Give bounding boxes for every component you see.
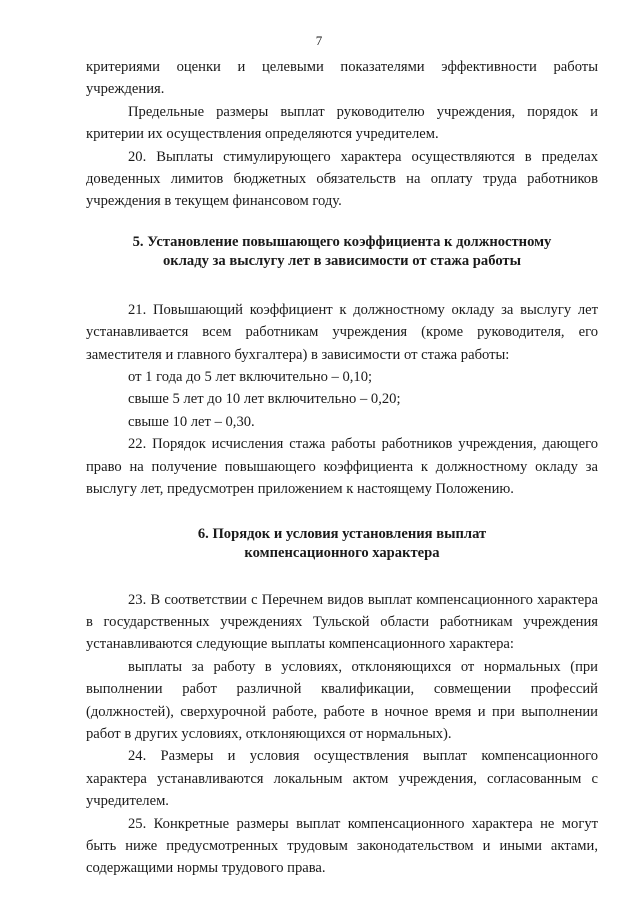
- section-5-title-line1: 5. Установление повышающего коэффициента к должностному: [132, 233, 552, 250]
- paragraph-23-detail: выплаты за работу в условиях, отклоняющихся от нормальных (при выполнении работ различной квалификации, совмещении профессий (должностей), сверхурочной работе, работе в ночное время и при выполнении работ в других условиях, отклоняющихся от нормальных).: [86, 658, 598, 742]
- document-body: [86, 56, 598, 880]
- section-5-heading: [86, 233, 598, 271]
- page-number: 7: [315, 33, 323, 48]
- coefficient-item-2: свыше 5 лет до 10 лет включительно – 0,20;: [128, 391, 401, 408]
- paragraph-21: 21. Повышающий коэффициент к должностному окладу за выслугу лет устанавливается всем работникам учреждения (кроме руководителя, его заместителя и главного бухгалтера) в зависимости от стажа работы:: [86, 301, 598, 363]
- paragraph-director-payments: Предельные размеры выплат руководителю учреждения, порядок и критерии их осуществления определяются учредителем.: [86, 103, 598, 143]
- paragraph-23: 23. В соответствии с Перечнем видов выплат компенсационного характера в государственных учреждениях Тульской области работникам учреждения устанавливаются следующие выплаты компенсационного характера:: [86, 591, 598, 653]
- paragraph-24: 24. Размеры и условия осуществления выплат компенсационного характера устанавливаются локальным актом учреждения, согласованным с учредителем.: [86, 748, 598, 810]
- coefficient-item-3: свыше 10 лет – 0,30.: [128, 413, 255, 430]
- coefficient-item-1: от 1 года до 5 лет включительно – 0,10;: [128, 369, 373, 386]
- section-6-title-line2: компенсационного характера: [244, 544, 440, 561]
- paragraph-22: 22. Порядок исчисления стажа работы работников учреждения, дающего право на получение повышающего коэффициента к должностному окладу за выслугу лет, предусмотрен приложением к настоящему Положению.: [86, 436, 598, 498]
- paragraph-20: 20. Выплаты стимулирующего характера осуществляются в пределах доведенных лимитов бюджетных обязательств на оплату труда работников учреждения в текущем финансовом году.: [86, 148, 598, 210]
- paragraph-25: 25. Конкретные размеры выплат компенсационного характера не могут быть ниже предусмотренных трудовым законодательством и иными актами, содержащими нормы трудового права.: [86, 815, 598, 877]
- section-5-title-line2: окладу за выслугу лет в зависимости от стажа работы: [163, 252, 521, 269]
- section-6-heading: [86, 525, 598, 563]
- paragraph-criteria: критериями оценки и целевыми показателями эффективности работы учреждения.: [86, 59, 598, 98]
- section-6-title-line1: 6. Порядок и условия установления выплат: [197, 525, 487, 542]
